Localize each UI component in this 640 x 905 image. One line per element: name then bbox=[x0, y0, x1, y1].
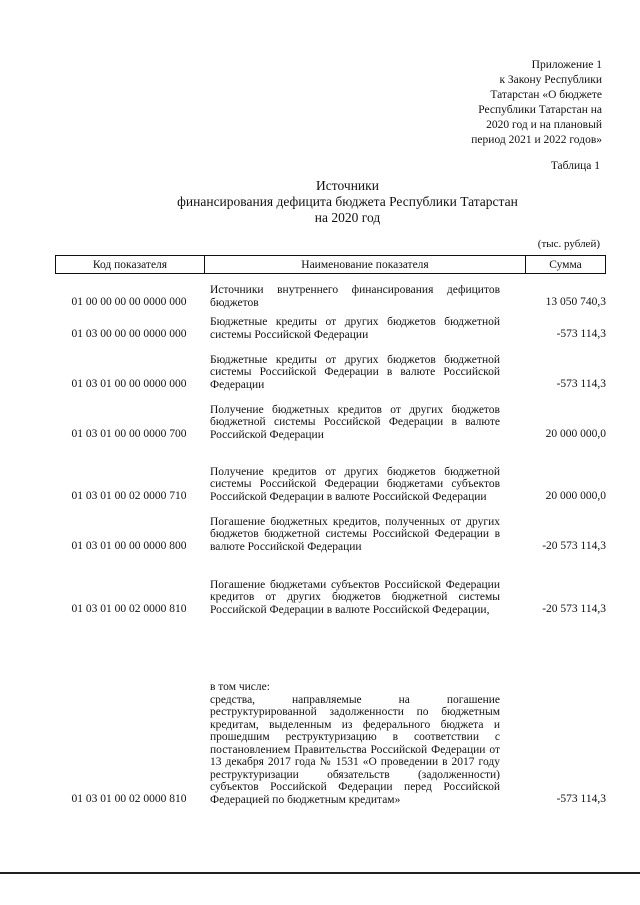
row-name: Бюджетные кредиты от других бюджетов бюджетной системы Российской Федерации в валюте Российской Федерации bbox=[210, 353, 500, 391]
row-code: 01 03 01 00 00 0000 800 bbox=[71, 539, 187, 552]
row-sum: 20 000 000,0 bbox=[545, 489, 606, 502]
units-label: (тыс. рублей) bbox=[537, 238, 600, 250]
header-sum: Сумма bbox=[549, 258, 582, 271]
appendix-line: Татарстан «О бюджете bbox=[490, 89, 602, 101]
row-sum: -573 114,3 bbox=[556, 327, 606, 340]
row-name-intro: в том числе: bbox=[210, 681, 270, 693]
row-sum: -573 114,3 bbox=[556, 377, 606, 390]
row-code: 01 03 01 00 02 0000 810 bbox=[71, 792, 187, 805]
table-label: Таблица 1 bbox=[550, 160, 600, 172]
table-body bbox=[55, 273, 606, 806]
row-name bbox=[210, 681, 500, 806]
table-row bbox=[55, 503, 606, 553]
table-row bbox=[55, 391, 606, 441]
row-code: 01 00 00 00 00 0000 000 bbox=[71, 295, 187, 308]
row-code: 01 03 01 00 02 0000 810 bbox=[71, 602, 187, 615]
row-code: 01 03 01 00 02 0000 710 bbox=[71, 489, 187, 502]
page-edge-divider bbox=[0, 872, 640, 874]
document-title bbox=[0, 178, 640, 226]
title-line: Источники bbox=[316, 178, 379, 193]
row-name: Источники внутреннего финансирования дефицитов бюджетов bbox=[210, 284, 500, 309]
row-sum: -20 573 114,3 bbox=[542, 602, 606, 615]
table-row bbox=[55, 341, 606, 391]
appendix-note bbox=[471, 58, 602, 148]
appendix-line: период 2021 и 2022 годов» bbox=[471, 134, 602, 146]
table-row bbox=[55, 309, 606, 341]
table-row bbox=[55, 616, 606, 806]
row-name: Получение бюджетных кредитов от других бюджетов бюджетной системы Российской Федерации в валюте Российской Федерации bbox=[210, 403, 500, 441]
row-name-text: средства, направляемые на погашение реструктурированной задолженности по бюджетным кредитам, выделенным из федерального бюджета и прошедшим реструктуризацию в соответствии с постановлением Правительства Российской Федерации от 13 декабря 2017 года № 1531 «О проведении в 2017 году реструктуризации обязательств (задолженности) субъектов Российской Федерации перед Российской Федерацией по бюджетным кредитам» bbox=[210, 693, 500, 806]
row-sum: -20 573 114,3 bbox=[542, 539, 606, 552]
row-code: 01 03 01 00 00 0000 700 bbox=[71, 427, 187, 440]
row-name: Получение кредитов от других бюджетов бюджетной системы Российской Федерации бюджетами субъектов Российской Федерации в валюте Российской Федерации bbox=[210, 465, 500, 503]
table-row bbox=[55, 441, 606, 503]
appendix-line: Приложение 1 bbox=[531, 59, 602, 71]
appendix-line: 2020 год и на плановый bbox=[486, 119, 602, 131]
row-code: 01 03 01 00 00 0000 000 bbox=[71, 377, 187, 390]
row-name: Бюджетные кредиты от других бюджетов бюджетной системы Российской Федерации bbox=[210, 316, 500, 341]
appendix-line: к Закону Республики bbox=[499, 74, 602, 86]
row-sum: 13 050 740,3 bbox=[545, 295, 606, 308]
appendix-line: Республики Татарстан на bbox=[478, 104, 602, 116]
table-header bbox=[55, 255, 606, 274]
row-sum: 20 000 000,0 bbox=[545, 427, 606, 440]
row-code: 01 03 00 00 00 0000 000 bbox=[71, 327, 187, 340]
row-name: Погашение бюджетных кредитов, полученных от других бюджетов бюджетной системы Российской Федерации в валюте Российской Федерации bbox=[210, 515, 500, 553]
header-code: Код показателя bbox=[56, 256, 205, 273]
table-row bbox=[55, 273, 606, 309]
header-name: Наименование показателя bbox=[205, 256, 526, 273]
row-name: Погашение бюджетами субъектов Российской Федерации кредитов от других бюджетов бюджетной системы Российской Федерации в валюте Российской Федерации, bbox=[210, 578, 500, 616]
title-line: финансирования дефицита бюджета Республики Татарстан bbox=[177, 194, 518, 209]
table-row bbox=[55, 553, 606, 616]
row-sum: -573 114,3 bbox=[556, 792, 606, 805]
title-line: на 2020 год bbox=[314, 210, 381, 225]
